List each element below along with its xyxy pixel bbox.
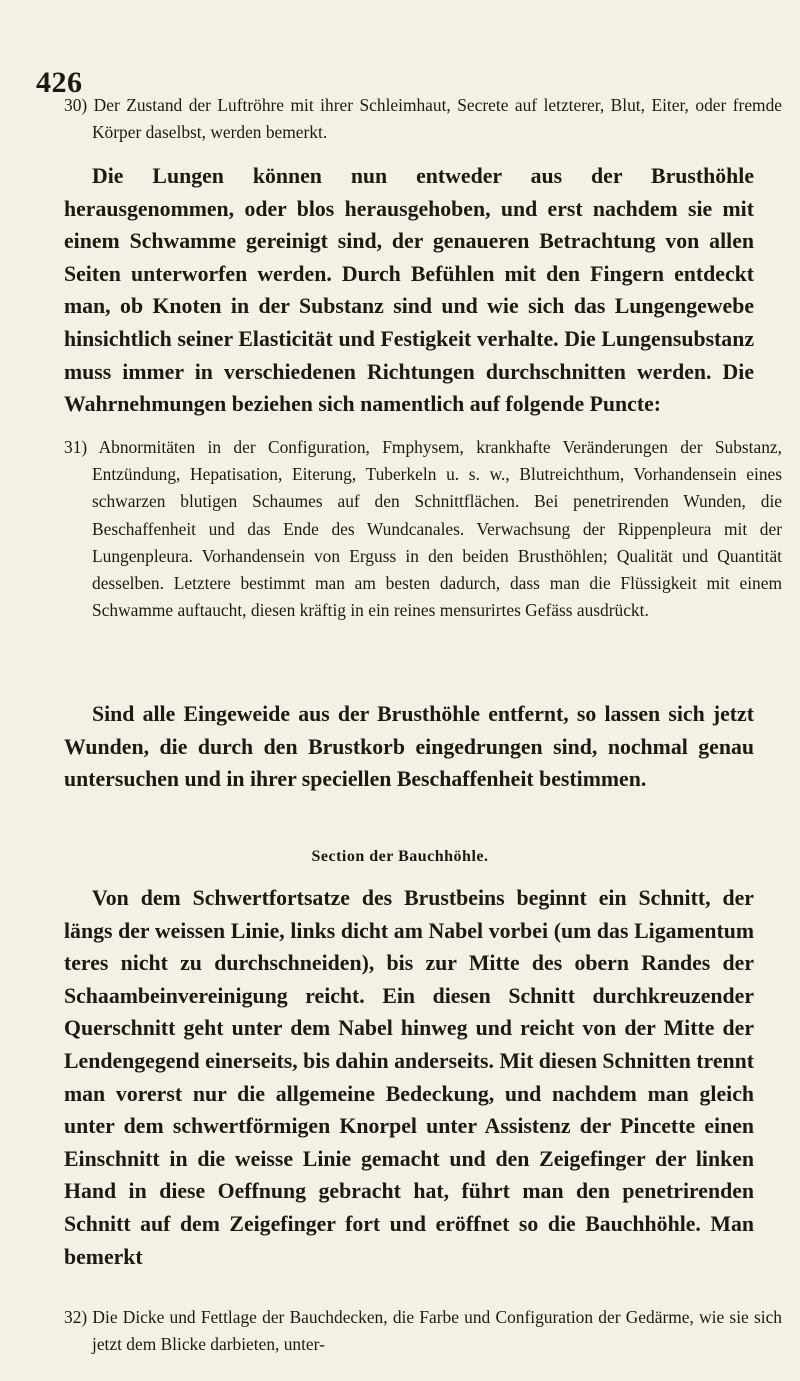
item-30: 30) Der Zustand der Luftröhre mit ihrer Schleimhaut, Secrete auf letzterer, Blut, Eiter, oder fremde Körper daselbst, werden bemerkt.	[64, 95, 782, 143]
page-number: 426	[36, 66, 83, 99]
paragraph-abdomen: Von dem Schwertfortsatze des Brustbeins beginnt ein Schnitt, der längs der weissen Linie, links dicht am Nabel vorbei (um das Ligamentum teres nicht zu durchschneiden), bis zur Mitte des obern Randes der Schaambeinvereinigung reicht. Ein diesen Schnitt durchkreuzender Querschnitt geht unter dem Nabel hinweg und reicht von der Mitte der Lendengegend einerseits, bis dahin anderseits. Mit diesen Schnitten trennt man vorerst nur die allgemeine Bedeckung, und nachdem man gleich unter dem schwertförmigen Knorpel unter Assistenz der Pincette einen Einschnitt in die weisse Linie gemacht und den Zeigefinger der linken Hand in diese Oeffnung gebracht hat, führt man den penetrirenden Schnitt auf dem Zeigefinger fort und eröffnet so die Bauchhöhle. Man bemerkt	[64, 886, 754, 1269]
section-heading: Section der Bauchhöhle.	[311, 848, 489, 865]
item-31: 31) Abnormitäten in der Configuration, Fmphysem, krankhafte Veränderungen der Substanz, Entzündung, Hepatisation, Eiterung, Tuberkeln u. s. w., Blutreichthum, Vorhandensein eines schwarzen blutigen Schaumes auf den Schnittflächen. Bei penetrirenden Wunden, die Beschaffenheit und das Ende des Wundcanales. Verwachsung der Rippenpleura mit der Lungenpleura. Vorhandensein von Erguss in den beiden Brusthöhlen; Qualität und Quantität desselben. Letztere bestimmt man am besten dadurch, dass man die Flüssigkeit mit einem Schwamme auftaucht, diesen kräftig in ein reines mensurirtes Gefäss ausdrückt.	[64, 437, 782, 621]
paragraph-lungs: Die Lungen können nun entweder aus der Brusthöhle herausgenommen, oder blos herausgehoben, und erst nachdem sie mit einem Schwamme gereinigt sind, der genaueren Betrachtung von allen Seiten unterworfen werden. Durch Befühlen mit den Fingern entdeckt man, ob Knoten in der Substanz sind und wie sich das Lungengewebe hinsichtlich seiner Elasticität und Festigkeit verhalte. Die Lungensubstanz muss immer in verschiedenen Richtungen durchschnitten werden. Die Wahrnehmungen beziehen sich namentlich auf folgende Puncte:	[64, 164, 754, 417]
paragraph-wounds: Sind alle Eingeweide aus der Brusthöhle entfernt, so lassen sich jetzt Wunden, die durch den Brustkorb eingedrungen sind, nochmal genau untersuchen und in ihrer speciellen Beschaffenheit bestimmen.	[64, 702, 754, 792]
item-32: 32) Die Dicke und Fettlage der Bauchdecken, die Farbe und Configuration der Gedärme, wie sie sich jetzt dem Blicke darbieten, unter-	[64, 1307, 782, 1355]
